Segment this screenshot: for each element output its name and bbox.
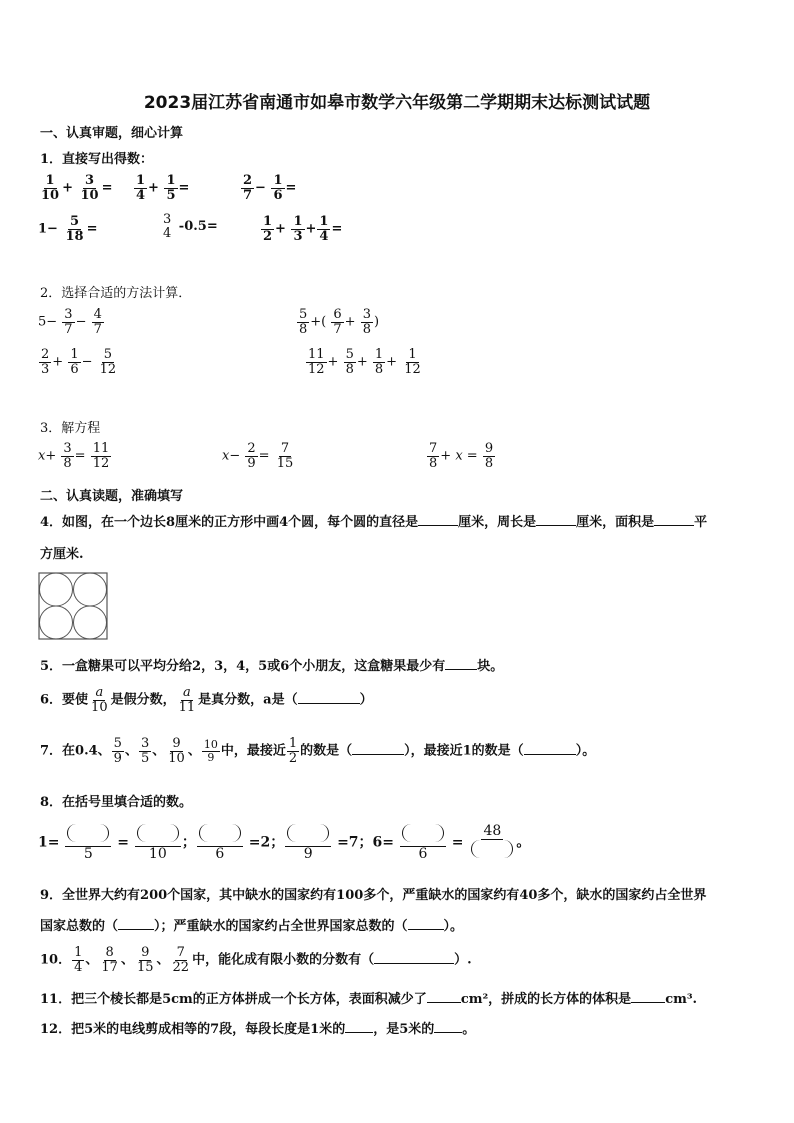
q4-line-2: 方厘米.: [40, 547, 84, 562]
q1-eq-5: 3 4 -0.5=: [163, 212, 218, 241]
q11-text: 11．把三个棱长都是5cm的正方体拼成一个长方体，表面积减少了 cm²，拼成的长方体的体积是 cm³.: [40, 992, 698, 1007]
q3-eq-2: x− $\frac{2}{9}$ = $\frac{7}{15}$: [222, 441, 294, 471]
q10-text: 10． $\frac{1}{4}$ 、 $\frac{8}{17}$ 、 $\frac{9}{15}$ 、 $\frac{7}{22}$ 中，能化成有限小数的分数有（ ）.: [40, 945, 472, 975]
q4-line-1: 4．如图，在一个边长8厘米的正方形中画4个圆，每个圆的直径是 厘米，周长是 厘米，面积是 平: [40, 515, 708, 530]
q7-text: 7．在0.4、 $\frac{5}{9}$ 、 $\frac{3}{5}$ 、 $\frac{9}{10}$ 、 $\frac{10}{9}$ 中，最接近 $\frac{1}{2}$ 的数是（ ），最接近1的数是（ ）。: [40, 736, 596, 766]
q6-text: 6．要使 $\frac{a}{10}$ 是假分数， $\frac{a}{11}$ 是真分数，a是（ ）: [40, 685, 373, 715]
q9-line-2: 国家总数的（ ）；严重缺水的国家约占全世界国家总数的（ ）。: [40, 919, 464, 934]
four-circles-figure: [38, 572, 110, 642]
q1-eq-3: $\frac{2}{7}$ − $\frac{1}{6}$ =: [243, 173, 297, 203]
q2-expr-2: $\frac{5}{8}$ +( $\frac{6}{7}$ + $\frac{3}{8}$ ): [299, 307, 380, 337]
q8-equation: 1= 5 = 10 ； 6 =2； 9 =7；6= 6 = 48 。: [38, 823, 531, 862]
q2-label: 2．选择合适的方法计算．: [40, 286, 192, 301]
q3-eq-1: x+ $\frac{3}{8}$ = $\frac{11}{12}$: [38, 441, 110, 471]
q1-eq-4: 1− $\frac{5}{18}$ =: [38, 214, 98, 244]
q8-label: 8．在括号里填合适的数。: [40, 795, 193, 810]
q2-expr-4: $\frac{11}{12}$ + $\frac{5}{8}$ + $\frac{1}{8}$ + $\frac{1}{12}$: [308, 347, 421, 377]
q3-label: 3．解方程: [40, 421, 101, 436]
section-2-heading: 二、认真读题，准确填写: [40, 489, 184, 504]
q5-text: 5．一盒糖果可以平均分给2，3，4，5或6个小朋友，这盒糖果最少有 块。: [40, 659, 504, 674]
q1-eq-2: $\frac{1}{4}$ + $\frac{1}{5}$ =: [136, 173, 190, 203]
q12-text: 12．把5米的电线剪成相等的7段，每段长度是1米的 ，是5米的 。: [40, 1022, 476, 1037]
q3-eq-3: $\frac{7}{8}$ + x = $\frac{9}{8}$: [429, 441, 494, 471]
q2-expr-3: $\frac{2}{3}$ + $\frac{1}{6}$ − $\frac{5}{12}$: [41, 347, 117, 377]
q2-expr-1: 5− $\frac{3}{7}$ − $\frac{4}{7}$: [38, 307, 102, 337]
q1-eq-1: $\frac{1}{10}$ + $\frac{3}{10}$ =: [41, 173, 113, 203]
q1-eq-6: $\frac{1}{2}$ + $\frac{1}{3}$ + $\frac{1}{4}$ =: [263, 214, 343, 244]
section-1-heading: 一、认真审题，细心计算: [40, 126, 184, 141]
q1-label: 1．直接写出得数：: [40, 152, 154, 167]
page-title: 2023届江苏省南通市如皋市数学六年级第二学期期末达标测试试题: [143, 93, 651, 113]
q9-line-1: 9．全世界大约有200个国家，其中缺水的国家约有100多个，严重缺水的国家约有40多个，缺水的国家约占全世界: [40, 888, 707, 903]
